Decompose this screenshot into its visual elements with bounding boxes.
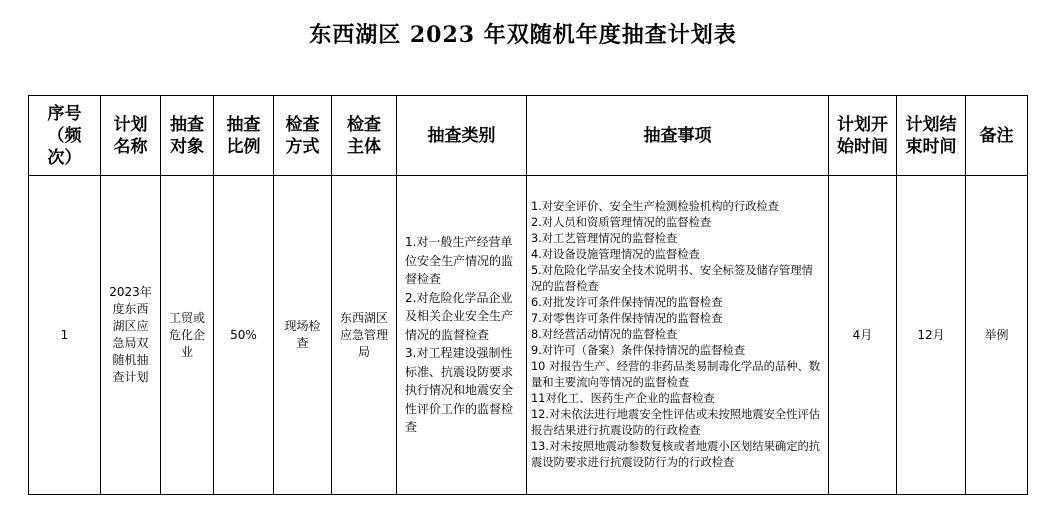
cell-start: 4月 <box>829 176 897 495</box>
inspection-item: 10 对报告生产、经营的非药品类易制毒化学品的品种、数量和主要流向等情况的监督检查 <box>531 360 821 389</box>
header-method: 检查方式 <box>274 96 332 176</box>
inspection-item: 12.对未依法进行地震安全性评估或未按照地震安全性评估报告结果进行抗震设防的行政检查 <box>531 408 821 437</box>
header-category: 抽查类别 <box>397 96 527 176</box>
inspection-item: 2.对人员和资质管理情况的监督检查 <box>531 216 712 229</box>
cell-plan-name: 2023年度东西湖区应急局双随机抽查计划 <box>101 176 161 495</box>
category-item: 1.对一般生产经营单位安全生产情况的监督检查 <box>405 235 514 287</box>
cell-subject: 东西湖区应急管理局 <box>332 176 397 495</box>
header-items: 抽查事项 <box>527 96 829 176</box>
header-ratio: 抽查比例 <box>214 96 274 176</box>
inspection-item: 4.对设备设施管理情况的监督检查 <box>531 248 700 261</box>
header-start: 计划开始时间 <box>829 96 897 176</box>
header-target: 抽查对象 <box>161 96 214 176</box>
cell-end: 12月 <box>897 176 966 495</box>
header-note: 备注 <box>966 96 1028 176</box>
page-title: 东西湖区 2023 年双随机年度抽查计划表 <box>309 22 737 48</box>
inspection-item: 7.对零售许可条件保持情况的监督检查 <box>531 312 723 325</box>
header-seq: 序号（频次） <box>29 96 101 176</box>
inspection-item: 8.对经营活动情况的监督检查 <box>531 328 678 341</box>
inspection-item: 9.对许可（备案）条件保持情况的监督检查 <box>531 344 746 357</box>
inspection-item: 13.对未按照地震动参数复核或者地震小区划结果确定的抗震设防要求进行抗震设防行为的行政检查 <box>531 440 821 469</box>
inspection-item: 3.对工艺管理情况的监督检查 <box>531 232 678 245</box>
cell-method: 现场检查 <box>274 176 332 495</box>
header-plan-name: 计划名称 <box>101 96 161 176</box>
cell-ratio: 50% <box>214 176 274 495</box>
table-header-row <box>29 96 1028 176</box>
cell-items <box>527 176 829 495</box>
header-subject: 检查主体 <box>332 96 397 176</box>
inspection-item: 6.对批发许可条件保持情况的监督检查 <box>531 296 723 309</box>
inspection-item: 11对化工、医药生产企业的监督检查 <box>531 392 715 405</box>
inspection-item: 1.对安全评价、安全生产检测检验机构的行政检查 <box>531 200 780 213</box>
inspection-item: 5.对危险化学品安全技术说明书、安全标签及储存管理情况的监督检查 <box>531 264 813 293</box>
cell-category <box>397 176 527 495</box>
cell-seq: 1 <box>29 176 101 495</box>
category-item: 2.对危险化学品企业及相关企业安全生产情况的监督检查 <box>405 290 514 342</box>
cell-target: 工贸或危化企业 <box>161 176 214 495</box>
table-row <box>29 176 1028 495</box>
header-end: 计划结束时间 <box>897 96 966 176</box>
category-item: 3.对工程建设强制性标准、抗震设防要求执行情况和地震安全性评价工作的监督检查 <box>405 346 514 435</box>
plan-table <box>28 95 1028 495</box>
cell-note: 举例 <box>966 176 1028 495</box>
